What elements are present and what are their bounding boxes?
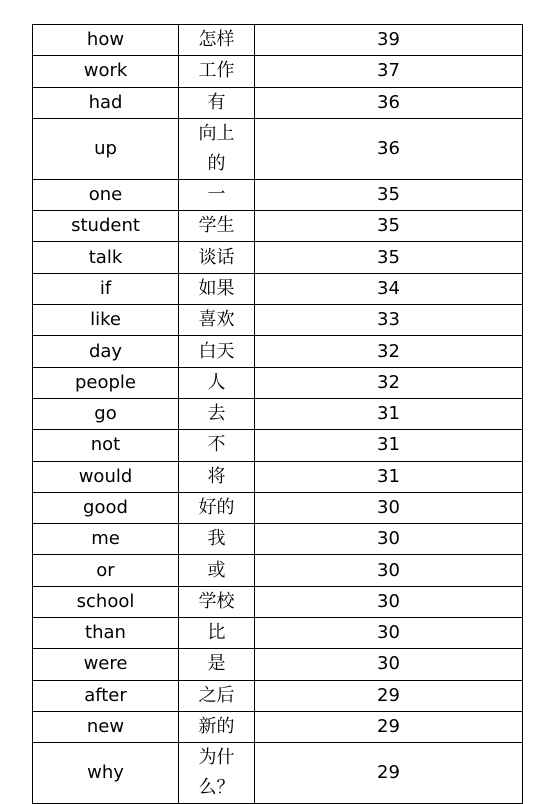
meaning-text: 如果 — [198, 277, 235, 299]
meaning-text: 为什么？ — [198, 747, 235, 799]
meaning-text: 我 — [207, 528, 226, 550]
word-cell: go — [33, 398, 179, 429]
table-row — [33, 711, 523, 742]
meaning-text: 谈话 — [198, 246, 235, 268]
word-cell: talk — [33, 242, 179, 273]
word-cell: people — [33, 367, 179, 398]
word-cell: not — [33, 430, 179, 461]
meaning-cell — [179, 586, 255, 617]
word-cell: student — [33, 211, 179, 242]
count-cell: 30 — [255, 586, 523, 617]
table-row — [33, 398, 523, 429]
meaning-cell — [179, 680, 255, 711]
meaning-text: 之后 — [198, 684, 235, 706]
word-cell: if — [33, 273, 179, 304]
count-cell: 30 — [255, 649, 523, 680]
word-cell: than — [33, 618, 179, 649]
meaning-cell — [179, 25, 255, 56]
count-cell: 31 — [255, 430, 523, 461]
meaning-cell — [179, 242, 255, 273]
meaning-cell — [179, 649, 255, 680]
table-row — [33, 118, 523, 179]
count-cell: 39 — [255, 25, 523, 56]
table-row — [33, 211, 523, 242]
meaning-text: 一 — [207, 184, 226, 206]
table-row — [33, 618, 523, 649]
word-cell: one — [33, 179, 179, 210]
table-row — [33, 743, 523, 804]
meaning-text: 向上的 — [198, 122, 235, 174]
word-cell: me — [33, 524, 179, 555]
word-cell: had — [33, 87, 179, 118]
meaning-cell — [179, 743, 255, 804]
meaning-cell — [179, 305, 255, 336]
meaning-cell — [179, 179, 255, 210]
count-cell: 31 — [255, 398, 523, 429]
table-row — [33, 305, 523, 336]
meaning-cell — [179, 711, 255, 742]
meaning-cell — [179, 524, 255, 555]
meaning-text: 或 — [207, 559, 226, 581]
word-cell: work — [33, 56, 179, 87]
meaning-cell — [179, 118, 255, 179]
meaning-text: 人 — [207, 371, 226, 393]
count-cell: 32 — [255, 336, 523, 367]
count-cell: 29 — [255, 711, 523, 742]
table-row — [33, 273, 523, 304]
word-cell: how — [33, 25, 179, 56]
count-cell: 30 — [255, 492, 523, 523]
word-cell: good — [33, 492, 179, 523]
meaning-cell — [179, 555, 255, 586]
table-row — [33, 56, 523, 87]
table-row — [33, 524, 523, 555]
table-row — [33, 179, 523, 210]
count-cell: 37 — [255, 56, 523, 87]
table-row — [33, 586, 523, 617]
meaning-text: 有 — [207, 91, 226, 113]
meaning-text: 新的 — [198, 716, 235, 738]
word-cell: or — [33, 555, 179, 586]
count-cell: 32 — [255, 367, 523, 398]
meaning-text: 好的 — [198, 497, 235, 518]
table-row — [33, 649, 523, 680]
count-cell: 35 — [255, 179, 523, 210]
word-cell: after — [33, 680, 179, 711]
meaning-text: 是 — [207, 653, 226, 675]
meaning-text: 去 — [207, 403, 226, 425]
count-cell: 29 — [255, 680, 523, 711]
meaning-cell — [179, 618, 255, 649]
meaning-cell — [179, 367, 255, 398]
word-cell: would — [33, 461, 179, 492]
count-cell: 31 — [255, 461, 523, 492]
table-row — [33, 492, 523, 523]
meaning-text: 工作 — [198, 60, 235, 82]
meaning-cell — [179, 56, 255, 87]
table-row — [33, 430, 523, 461]
count-cell: 30 — [255, 618, 523, 649]
meaning-text: 怎样 — [198, 29, 235, 51]
count-cell: 36 — [255, 87, 523, 118]
meaning-cell — [179, 211, 255, 242]
meaning-text: 将 — [207, 465, 226, 487]
meaning-cell — [179, 398, 255, 429]
table-row — [33, 336, 523, 367]
vocabulary-table — [32, 24, 523, 804]
count-cell: 30 — [255, 524, 523, 555]
count-cell: 36 — [255, 118, 523, 179]
meaning-cell — [179, 87, 255, 118]
count-cell: 34 — [255, 273, 523, 304]
count-cell: 33 — [255, 305, 523, 336]
count-cell: 29 — [255, 743, 523, 804]
meaning-text: 比 — [207, 622, 226, 644]
word-cell: up — [33, 118, 179, 179]
meaning-cell — [179, 336, 255, 367]
count-cell: 35 — [255, 211, 523, 242]
meaning-text: 学生 — [198, 215, 235, 237]
word-cell: school — [33, 586, 179, 617]
meaning-cell — [179, 430, 255, 461]
meaning-text: 学校 — [198, 590, 235, 612]
count-cell: 35 — [255, 242, 523, 273]
meaning-text: 白天 — [198, 340, 235, 362]
table-row — [33, 87, 523, 118]
vocabulary-table-body — [33, 25, 523, 804]
word-cell: why — [33, 743, 179, 804]
meaning-cell — [179, 492, 255, 523]
table-row — [33, 242, 523, 273]
table-row — [33, 367, 523, 398]
word-cell: like — [33, 305, 179, 336]
table-row — [33, 680, 523, 711]
table-row — [33, 461, 523, 492]
meaning-text: 喜欢 — [198, 309, 235, 331]
word-cell: new — [33, 711, 179, 742]
meaning-text: 不 — [207, 434, 226, 456]
count-cell: 30 — [255, 555, 523, 586]
meaning-cell — [179, 273, 255, 304]
word-cell: were — [33, 649, 179, 680]
word-cell: day — [33, 336, 179, 367]
table-row — [33, 555, 523, 586]
meaning-cell — [179, 461, 255, 492]
table-row — [33, 25, 523, 56]
